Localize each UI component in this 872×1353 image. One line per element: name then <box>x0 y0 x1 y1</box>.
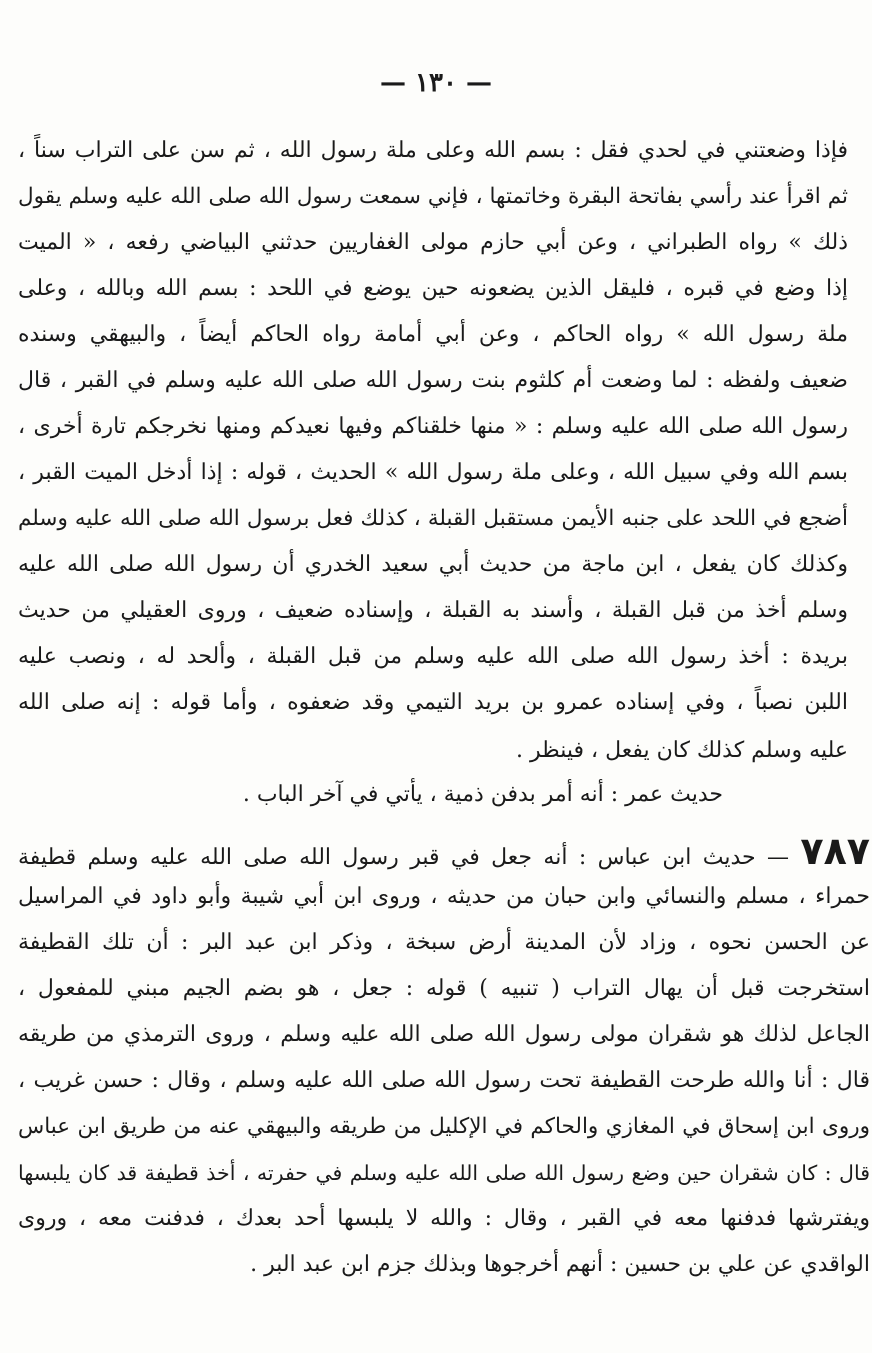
text-line: ضعيف ولفظه : لما وضعت أم كلثوم بنت رسول الله صلى الله عليه وسلم في القبر ، قال <box>18 368 848 393</box>
paragraph-commentary-end <box>18 728 848 774</box>
text-line: بريدة : أخذ رسول الله صلى الله عليه وسلم من قبل القبلة ، وألحد له ، ونصب عليه <box>18 644 848 669</box>
text-line: رسول الله صلى الله عليه وسلم : « منها خلقناكم وفيها نعيدكم ومنها نخرجكم تارة أخرى ، <box>18 414 848 439</box>
text-line: وكذلك كان يفعل ، ابن ماجة من حديث أبي سعيد الخدري أن رسول الله صلى الله عليه <box>18 552 848 577</box>
paragraph-hadith-umar <box>18 772 723 818</box>
text-line: ويفترشها فدفنها معه في القبر ، وقال : والله لا يلبسها أحد بعدك ، فدفنت معه ، وروى <box>18 1206 870 1231</box>
text-line: استخرجت قبل أن يهال التراب ( تنبيه ) قوله : جعل ، هو بضم الجيم مبني للمفعول ، <box>18 976 870 1001</box>
hadith-heading-line <box>18 828 870 874</box>
page-number: — ١٣٠ — <box>379 68 493 98</box>
text-line: عليه وسلم كذلك كان يفعل ، فينظر . <box>516 738 848 763</box>
text-line: حمراء ، مسلم والنسائي وابن حبان من حديثه ، وروى ابن أبي شيبة وأبو داود في المراسيل <box>18 884 870 909</box>
hadith-heading-text: — حديث ابن عباس : أنه جعل في قبر رسول الله صلى الله عليه وسلم قطيفة <box>18 845 789 870</box>
text-line: اللبن نصباً ، وفي إسناده عمرو بن بريد التيمي وقد ضعفوه ، وأما قوله : إنه صلى الله <box>18 690 848 715</box>
text-line: فإذا وضعتني في لحدي فقل : بسم الله وعلى ملة رسول الله ، ثم سن على التراب سناً ، <box>18 138 848 163</box>
text-line: قال : أنا والله طرحت القطيفة تحت رسول الله صلى الله عليه وسلم ، وقال : حسن غريب ، <box>18 1068 870 1093</box>
text-line: إذا وضع في قبره ، فليقل الذين يضعونه حين يوضع في اللحد : بسم الله وبالله ، وعلى <box>18 276 848 301</box>
text-line: قال : كان شقران حين وضع رسول الله صلى الله عليه وسلم في حفرته ، أخذ قطيفة قد كان يلبسها <box>18 1161 870 1185</box>
paragraph-hadith-787 <box>18 828 870 1288</box>
text-line: وسلم أخذ من قبل القبلة ، وأسند به القبلة ، وإسناده ضعيف ، وروى العقيلي من حديث <box>18 598 848 623</box>
text-line: الواقدي عن علي بن حسين : أنهم أخرجوها وبذلك جزم ابن عبد البر . <box>250 1252 870 1277</box>
text-line: الجاعل لذلك هو شقران مولى رسول الله صلى الله عليه وسلم ، وروى الترمذي من طريقه <box>18 1022 870 1047</box>
paragraph-commentary <box>18 128 848 726</box>
text-line: أضجع في اللحد على جنبه الأيمن مستقبل القبلة ، كذلك فعل برسول الله صلى الله عليه وسلم <box>18 506 848 531</box>
text-line: ملة رسول الله » رواه الحاكم ، وعن أبي أمامة رواه الحاكم أيضاً ، والبيهقي وسنده <box>18 322 848 347</box>
text-line: ذلك » رواه الطبراني ، وعن أبي حازم مولى الغفاريين حدثني البياضي رفعه ، « الميت <box>18 230 848 255</box>
text-line: وروى ابن إسحاق في المغازي والحاكم في الإكليل من طريقه والبيهقي عنه من طريق ابن عباس <box>18 1114 870 1139</box>
text-line: عن الحسن نحوه ، وزاد لأن المدينة أرض سبخة ، وذكر ابن عبد البر : أن تلك القطيفة <box>18 930 870 955</box>
text-line: ثم اقرأ عند رأسي بفاتحة البقرة وخاتمتها ، فإني سمعت رسول الله صلى الله عليه وسلم يقول <box>18 184 848 209</box>
hadith-number: ٧٨٧ <box>800 829 870 873</box>
text-line: بسم الله وفي سبيل الله ، وعلى ملة رسول الله » الحديث ، قوله : إذا أدخل الميت القبر ، <box>18 460 848 485</box>
text-line: حديث عمر : أنه أمر بدفن ذمية ، يأتي في آخر الباب . <box>242 782 723 807</box>
